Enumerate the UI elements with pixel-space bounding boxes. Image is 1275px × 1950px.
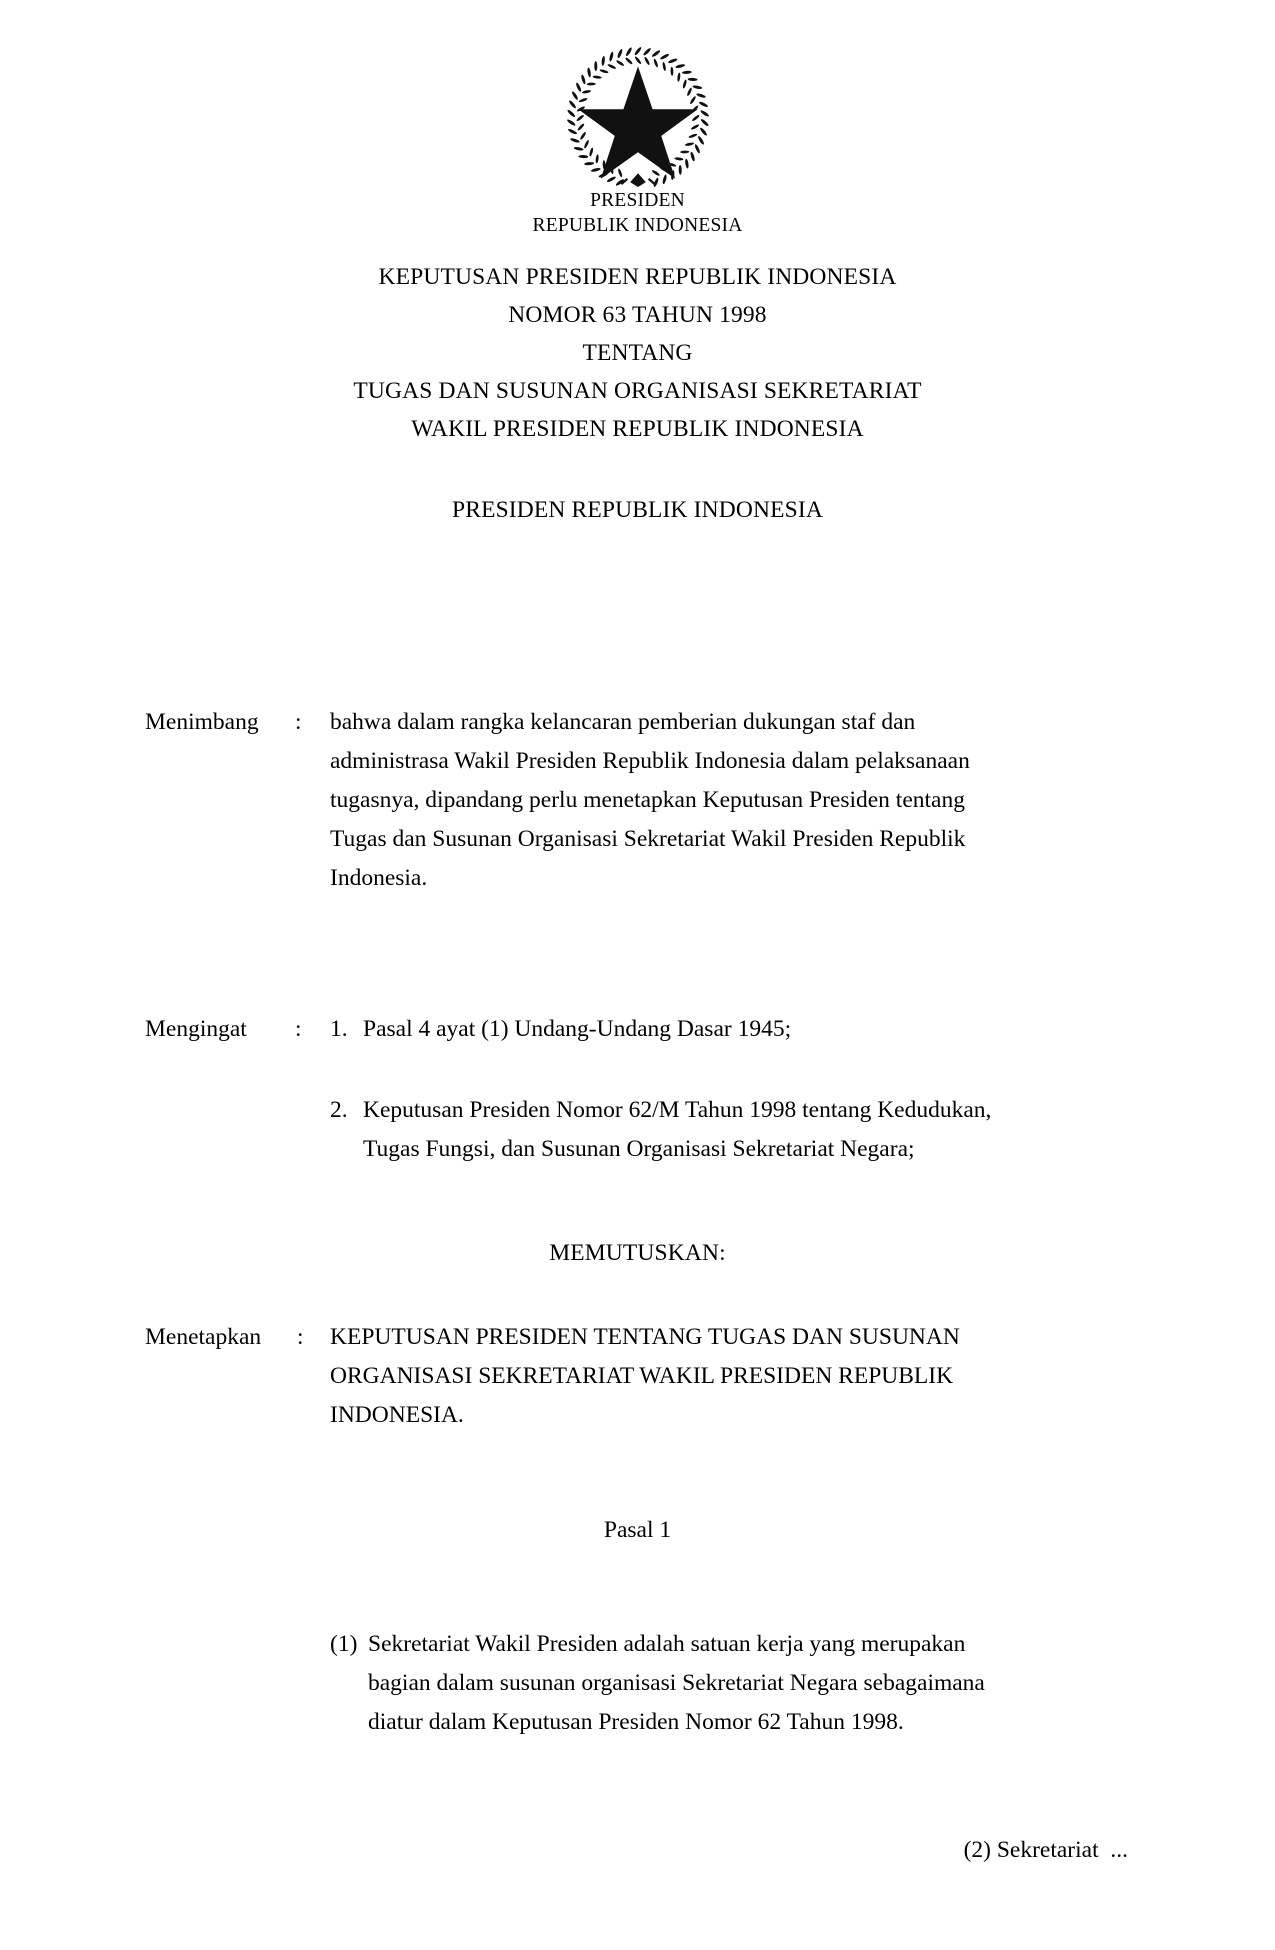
pasal-1-ayat-1 — [330, 1625, 1128, 1742]
list-item — [330, 1091, 1128, 1169]
ayat-1-line-2: bagian dalam susunan organisasi Sekretariat Negara sebagaimana — [368, 1670, 985, 1696]
header-line-presiden: PRESIDEN — [590, 190, 685, 211]
ayat-1-line-3: diatur dalam Keputusan Presiden Nomor 62 Tahun 1998. — [368, 1709, 904, 1735]
title-line-subject-1: TUGAS DAN SUSUNAN ORGANISASI SEKRETARIAT — [353, 378, 922, 405]
menimbang-line-2: administrasa Wakil Presiden Republik Indonesia dalam pelaksanaan — [330, 748, 970, 774]
mengingat-item-1-marker: 1. — [330, 1016, 348, 1042]
issuer-line: PRESIDEN REPUBLIK INDONESIA — [452, 497, 823, 523]
document-title-block — [0, 258, 1275, 448]
mengingat-item-2-line-1: Keputusan Presiden Nomor 62/M Tahun 1998 tentang Kedudukan, — [363, 1097, 992, 1123]
memutuskan-heading: MEMUTUSKAN: — [549, 1240, 726, 1266]
menimbang-line-5: Indonesia. — [330, 865, 428, 891]
menimbang-line-1: bahwa dalam rangka kelancaran pemberian dukungan staf dan — [330, 709, 916, 735]
ayat-1-text — [368, 1625, 1128, 1742]
mengingat-item-2-marker: 2. — [330, 1097, 348, 1123]
mengingat-label: Mengingat — [145, 1016, 247, 1042]
indonesian-presidential-seal-icon — [562, 42, 714, 194]
title-line-1: KEPUTUSAN PRESIDEN REPUBLIK INDONESIA — [378, 264, 897, 290]
menimbang-line-3: tugasnya, dipandang perlu menetapkan Keputusan Presiden tentang — [330, 787, 965, 813]
menimbang-label: Menimbang — [145, 709, 259, 735]
menetapkan-line-2: ORGANISASI SEKRETARIAT WAKIL PRESIDEN REPUBLIK — [330, 1363, 954, 1389]
header-line-republik-indonesia: REPUBLIK INDONESIA — [532, 215, 743, 237]
mengingat-item-2-line-2: Tugas Fungsi, dan Susunan Organisasi Sekretariat Negara; — [363, 1136, 915, 1162]
pasal-1-heading: Pasal 1 — [603, 1517, 672, 1543]
clause-menimbang — [145, 703, 1128, 898]
mengingat-item-2-text — [363, 1091, 1128, 1169]
mengingat-item-1-text — [363, 1010, 1128, 1049]
mengingat-list — [330, 1010, 1128, 1169]
page-catchword: (2) Sekretariat ... — [963, 1837, 1128, 1863]
menimbang-colon: : — [295, 709, 302, 735]
menimbang-body — [330, 703, 1128, 898]
mengingat-colon: : — [295, 1016, 302, 1042]
list-item — [330, 1010, 1128, 1049]
menetapkan-colon: : — [297, 1324, 304, 1350]
title-line-nomor: NOMOR 63 TAHUN 1998 — [508, 302, 767, 329]
ayat-1-line-1: Sekretariat Wakil Presiden adalah satuan kerja yang merupakan — [368, 1631, 966, 1657]
mengingat-item-1-line-1: Pasal 4 ayat (1) Undang-Undang Dasar 1945; — [363, 1016, 792, 1042]
emblem-container — [0, 42, 1275, 194]
header-caption — [0, 188, 1275, 239]
clause-menetapkan — [145, 1318, 1128, 1435]
menimbang-line-4: Tugas dan Susunan Organisasi Sekretariat Wakil Presiden Republik — [330, 826, 966, 852]
menetapkan-line-3: INDONESIA. — [330, 1402, 464, 1428]
mengingat-body — [330, 1010, 1128, 1169]
clause-mengingat — [145, 1010, 1128, 1169]
title-line-subject-2: WAKIL PRESIDEN REPUBLIK INDONESIA — [411, 416, 864, 443]
menetapkan-line-1: KEPUTUSAN PRESIDEN TENTANG TUGAS DAN SUSUNAN — [330, 1324, 960, 1350]
title-line-tentang: TENTANG — [582, 340, 693, 367]
menetapkan-label: Menetapkan — [145, 1324, 262, 1350]
ayat-1-marker: (1) — [330, 1631, 358, 1657]
menetapkan-body — [330, 1318, 1128, 1435]
